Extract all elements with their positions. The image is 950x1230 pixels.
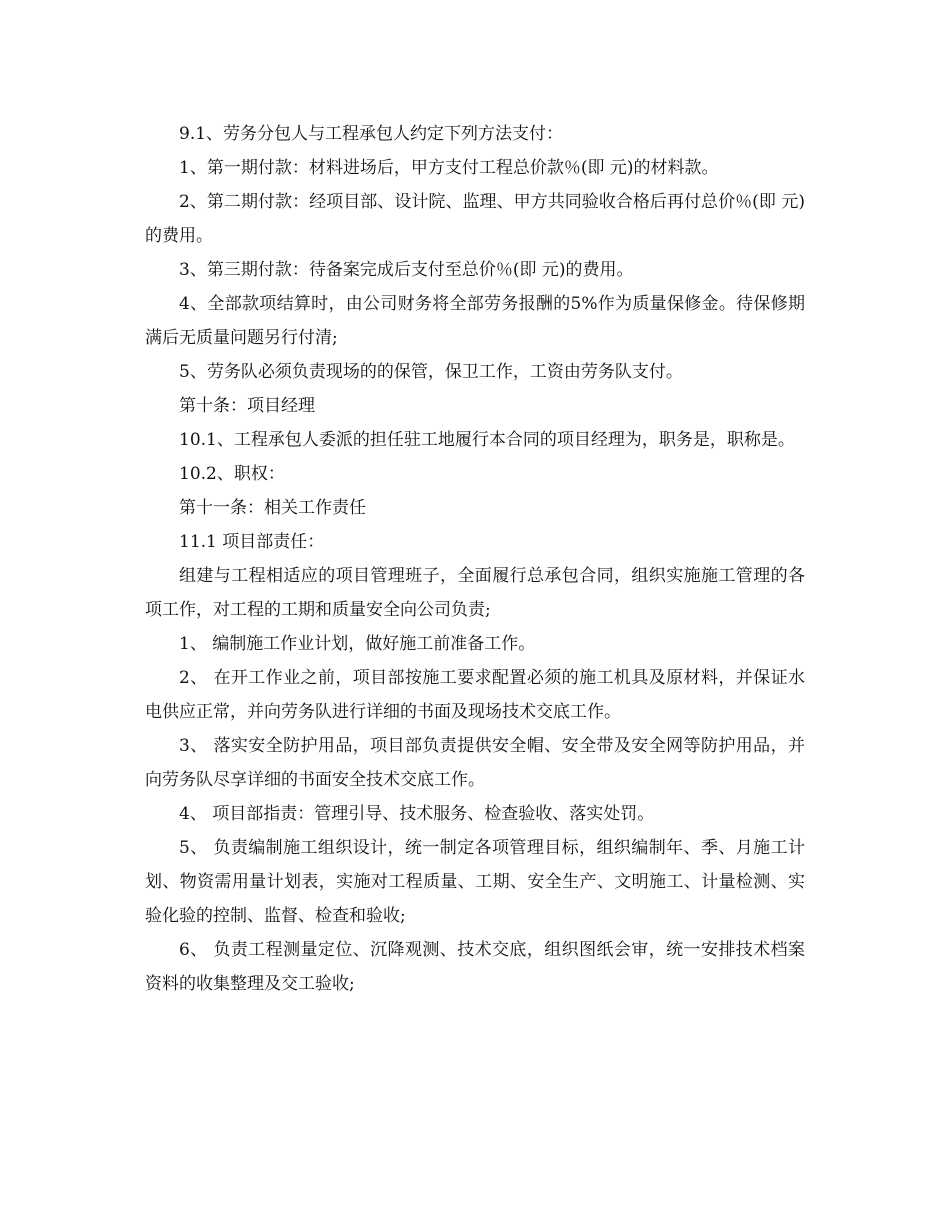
duty-item-2: 2、 在开工作业之前，项目部按施工要求配置必须的施工机具及原材料，并保证水电供应正常，并向劳务队进行详细的书面及现场技术交底工作。 [145,668,805,722]
payment-clause-9-1: 9.1、劳务分包人与工程承包人约定下列方法支付： [179,124,564,144]
duty-item-5: 5、 负责编制施工组织设计，统一制定各项管理目标，组织编制年、季、月施工计划、物资需用量计划表，实施对工程质量、工期、安全生产、文明施工、计量检测、实验化验的控制、监督、检查和验收; [145,838,805,926]
payment-first-installment: 1、第一期付款：材料进场后，甲方支付工程总价款％(即 元)的材料款。 [179,158,719,178]
article-10-heading: 第十条：项目经理 [179,396,315,416]
article-11-heading: 第十一条：相关工作责任 [179,498,366,518]
document-body [145,117,805,1001]
duty-item-6: 6、 负责工程测量定位、沉降观测、技术交底，组织图纸会审，统一安排技术档案资料的收集整理及交工验收; [145,940,805,994]
payment-second-installment: 2、第二期付款：经项目部、设计院、监理、甲方共同验收合格后再付总价％(即 元)的费用。 [145,192,805,246]
duty-item-3: 3、 落实安全防护用品，项目部负责提供安全帽、安全带及安全网等防护用品，并向劳务队尽享详细的书面安全技术交底工作。 [145,736,805,790]
duty-item-1: 1、 编制施工作业计划，做好施工前准备工作。 [179,634,536,654]
clause-11-1: 11.1 项目部责任： [179,532,325,552]
payment-settlement: 4、全部款项结算时，由公司财务将全部劳务报酬的5%作为质量保修金。待保修期满后无质量问题另行付清; [145,294,805,348]
project-team-paragraph: 组建与工程相适应的项目管理班子，全面履行总承包合同，组织实施施工管理的各项工作，对工程的工期和质量安全向公司负责; [145,566,805,620]
duty-item-4: 4、 项目部指责：管理引导、技术服务、检查验收、落实处罚。 [179,804,655,824]
payment-labor-team: 5、劳务队必须负责现场的的保管，保卫工作，工资由劳务队支付。 [179,362,683,382]
payment-third-installment: 3、第三期付款：待备案完成后支付至总价％(即 元)的费用。 [179,260,634,280]
clause-10-2: 10.2、职权： [179,464,285,484]
clause-10-1: 10.1、工程承包人委派的担任驻工地履行本合同的项目经理为，职务是，职称是。 [179,430,795,450]
